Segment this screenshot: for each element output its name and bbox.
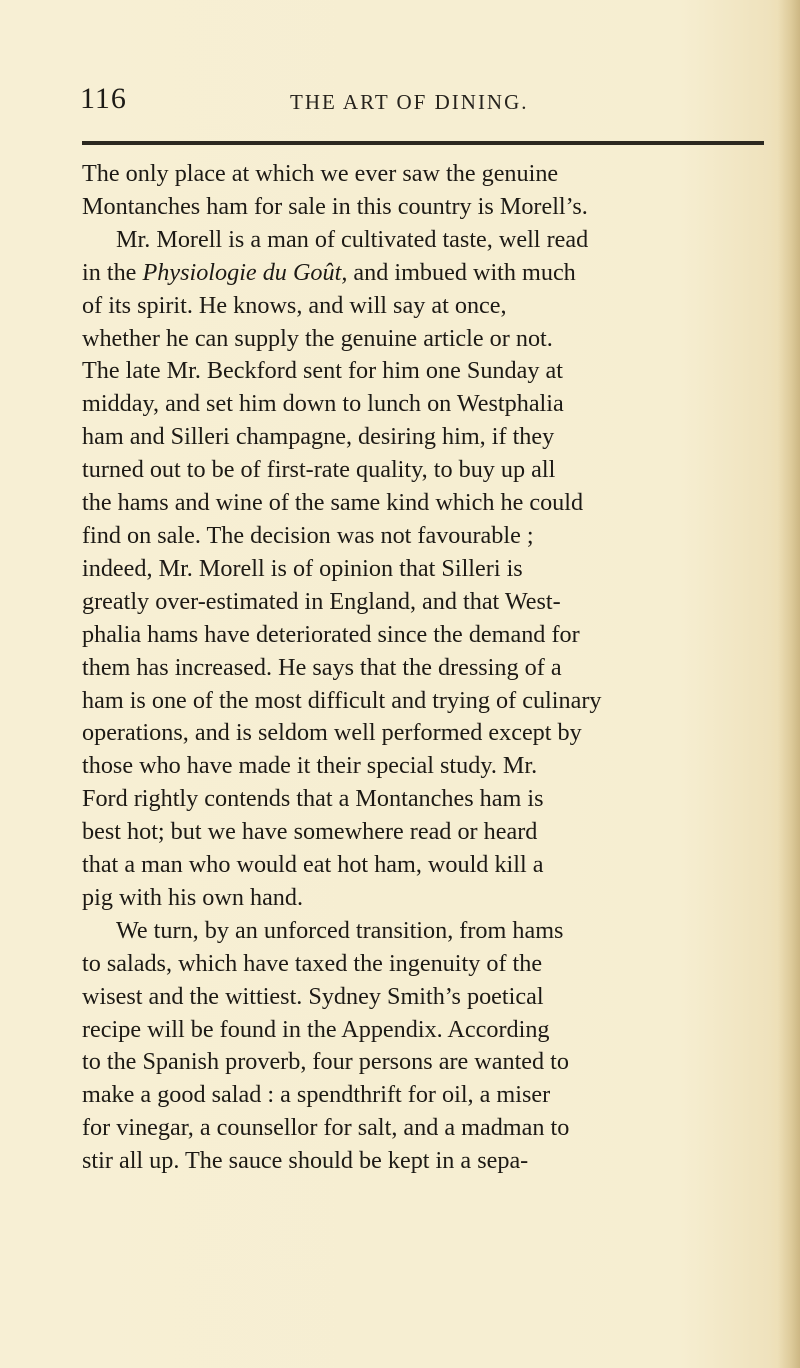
text-line: for vinegar, a counsellor for salt, and a madman to	[82, 1114, 570, 1142]
body-text	[82, 158, 772, 1178]
text-line: best hot; but we have somewhere read or heard	[82, 818, 538, 846]
text-line: them has increased. He says that the dressing of a	[82, 653, 562, 681]
text-line: indeed, Mr. Morell is of opinion that Silleri is	[82, 554, 523, 582]
book-title-italic: Physiologie du Goût,	[142, 258, 348, 286]
text-line: recipe will be found in the Appendix. According	[82, 1015, 550, 1043]
text-line: phalia hams have deteriorated since the demand for	[82, 620, 580, 648]
text-line: Mr. Morell is a man of cultivated taste, well read	[116, 225, 589, 253]
text-line: make a good salad : a spendthrift for oil, a miser	[82, 1081, 551, 1109]
text-line: Ford rightly contends that a Montanches ham is	[82, 785, 544, 813]
text-line: to the Spanish proverb, four persons are wanted to	[82, 1048, 569, 1076]
running-title: THE ART OF DINING.	[290, 90, 529, 114]
text-line: that a man who would eat hot ham, would kill a	[82, 851, 544, 879]
page-edge-shadow	[778, 0, 800, 1368]
text-line: The only place at which we ever saw the genuine	[82, 160, 559, 187]
text-segment: in the	[82, 258, 143, 286]
text-line: to salads, which have taxed the ingenuity of the	[82, 949, 543, 977]
text-line: turned out to be of first-rate quality, to buy up all	[82, 456, 556, 484]
text-line: of its spirit. He knows, and will say at once,	[82, 291, 507, 319]
text-line: operations, and is seldom well performed except by	[82, 719, 582, 747]
text-line: We turn, by an unforced transition, from hams	[116, 916, 564, 944]
text-line: ham and Silleri champagne, desiring him, if they	[82, 423, 555, 451]
text-line: find on sale. The decision was not favourable ;	[82, 521, 534, 549]
text-line: midday, and set him down to lunch on Westphalia	[82, 390, 564, 418]
text-line	[82, 257, 772, 290]
header-rule	[82, 141, 764, 145]
text-line: pig with his own hand.	[82, 883, 304, 911]
text-line: wisest and the wittiest. Sydney Smith’s poetical	[82, 982, 544, 1010]
text-line: The late Mr. Beckford sent for him one Sunday at	[82, 357, 563, 385]
text-line: the hams and wine of the same kind which he could	[82, 489, 584, 517]
text-line: those who have made it their special study. Mr.	[82, 752, 538, 780]
text-line: Montanches ham for sale in this country is Morell’s.	[82, 192, 588, 220]
text-line: stir all up. The sauce should be kept in a sepa-	[82, 1147, 529, 1175]
page-number: 116	[80, 82, 127, 115]
text-line: whether he can supply the genuine article or not.	[82, 324, 553, 352]
text-segment: and imbued with much	[347, 258, 576, 286]
text-line: greatly over-estimated in England, and that West-	[82, 587, 561, 615]
text-line: ham is one of the most difficult and trying of culinary	[82, 686, 602, 714]
